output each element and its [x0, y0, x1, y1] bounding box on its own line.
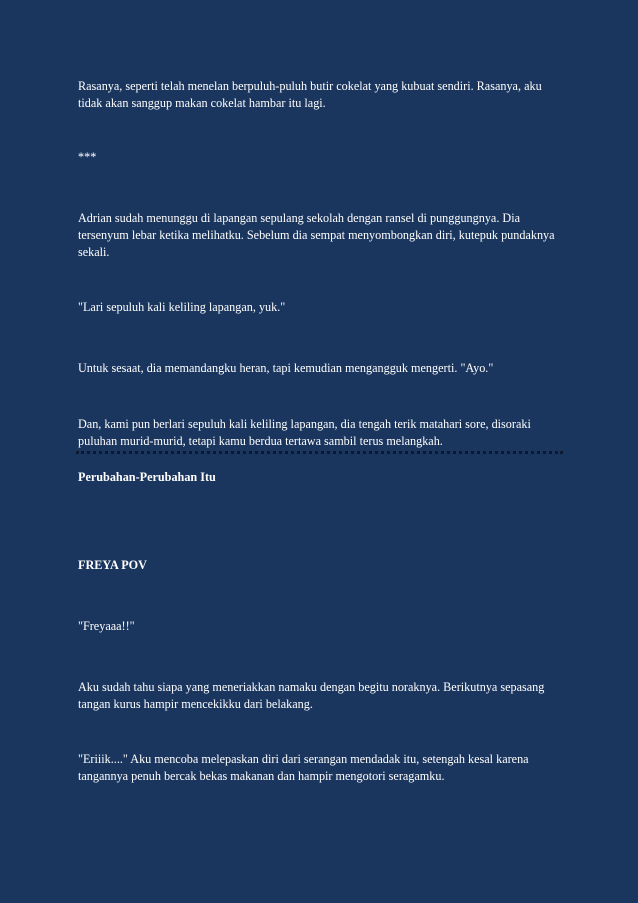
paragraph-untuk-sesaat: Untuk sesaat, dia memandangku heran, tapi kemudian mengangguk mengerti. "Ayo." — [78, 361, 494, 375]
paragraph-lari: "Lari sepuluh kali keliling lapangan, yuk." — [78, 300, 286, 314]
paragraph-eriiik: "Eriiik...." Aku mencoba melepaskan diri dari serangan mendadak itu, setengah kesal karena tangannya penuh bercak bekas makanan dan hampir mengotori seragamku. — [78, 752, 529, 783]
paragraph-chocolate: Rasanya, seperti telah menelan berpuluh-puluh butir cokelat yang kubuat sendiri. Rasanya, aku tidak akan sanggup makan cokelat hambar itu lagi. — [78, 79, 542, 110]
paragraph-adrian: Adrian sudah menunggu di lapangan sepulang sekolah dengan ransel di punggungnya. Dia tersenyum lebar ketika melihatku. Sebelum dia sempat menyombongkan diri, kutepuk pundaknya sekali. — [78, 211, 555, 259]
paragraph-berlari: Dan, kami pun berlari sepuluh kali keliling lapangan, dia tengah terik matahari sore, disoraki puluhan murid-murid, tetapi kamu berdua tertawa sambil terus melangkah. — [78, 417, 531, 448]
pov-heading: FREYA POV — [78, 558, 147, 572]
chapter-divider — [76, 451, 563, 454]
chapter-title: Perubahan-Perubahan Itu — [78, 470, 216, 484]
paragraph-freyaaa: "Freyaaa!!" — [78, 619, 135, 633]
paragraph-aku-sudah-tahu: Aku sudah tahu siapa yang meneriakkan namaku dengan begitu noraknya. Berikutnya sepasang tangan kurus hampir mencekikku dari belakang. — [78, 680, 545, 711]
section-break: *** — [78, 150, 97, 164]
